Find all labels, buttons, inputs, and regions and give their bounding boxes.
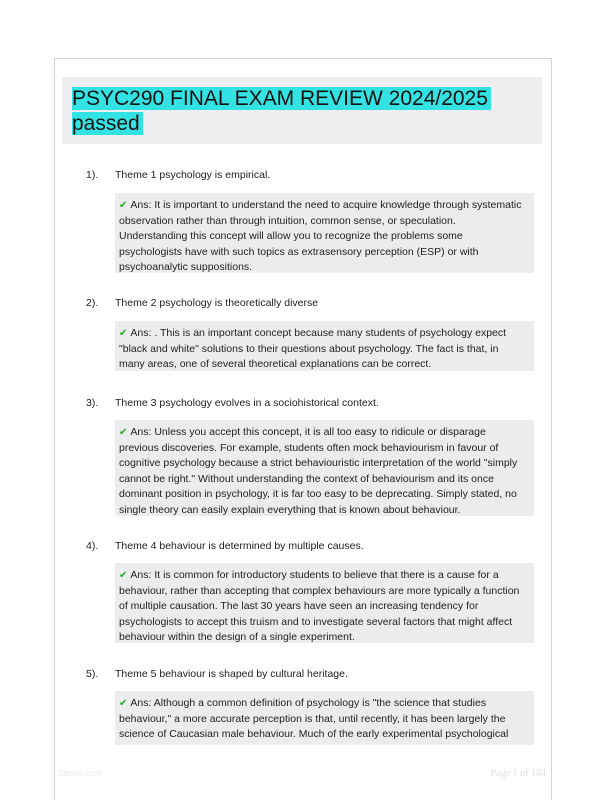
question-text: Theme 3 psychology evolves in a sociohistorical context. bbox=[115, 397, 379, 409]
question-number: 3). bbox=[86, 397, 99, 409]
question-number: 4). bbox=[86, 540, 99, 552]
checkmark-icon: ✔ bbox=[119, 570, 128, 581]
answer-box-1 bbox=[115, 193, 534, 273]
answer-box-4 bbox=[115, 563, 534, 643]
answer-text: Ans: It is important to understand the need to acquire knowledge through systematic observation rather than through intuition, common sense, or speculation. Understanding this concept will allow you to recognize the problems some psychologists have with such topics as extrasensory perception (ESP) or with psychoanalytic suppositions. bbox=[119, 199, 522, 273]
question-text: Theme 1 psychology is empirical. bbox=[115, 169, 271, 181]
answer-text: Ans: . This is an important concept because many students of psychology expect "black and white" solutions to their questions about psychology. The fact is that, in many areas, one of several theoretical explanations can be correct. bbox=[119, 327, 507, 370]
answer-text: Ans: It is common for introductory students to believe that there is a cause for a behaviour, rather than accepting that complex behaviours are more typically a function of multiple causation. The last 30 years have seen an increasing tendency for psychologists to accept this truism and to investigate several factors that might affect behaviour within the design of a single experiment. bbox=[119, 569, 520, 643]
answer-text: Ans: Unless you accept this concept, it is all too easy to ridicule or disparage previous discoveries. For example, students often mock behaviourism in favour of cognitive psychology because a strict behaviouristic interpretation of the world "simply cannot be right." Without understanding the context of behaviourism and its once dominant position in psychology, it is far too easy to be deprecating. Simply stated, no single theory can easily explain everything that is known about behaviour. bbox=[119, 426, 518, 516]
question-text: Theme 2 psychology is theoretically diverse bbox=[115, 297, 319, 309]
title-line-2: passed bbox=[72, 112, 143, 135]
checkmark-icon: ✔ bbox=[119, 200, 128, 211]
checkmark-icon: ✔ bbox=[119, 328, 128, 339]
answer-box-3 bbox=[115, 420, 534, 516]
title-line-1: PSYC290 FINAL EXAM REVIEW 2024/2025 bbox=[72, 87, 491, 110]
checkmark-icon: ✔ bbox=[119, 427, 128, 438]
footer-watermark: Stuvia.com bbox=[58, 768, 103, 778]
answer-box-5 bbox=[115, 691, 534, 745]
question-number: 2). bbox=[86, 297, 99, 309]
answer-box-2 bbox=[115, 321, 534, 371]
question-text: Theme 5 behaviour is shaped by cultural heritage. bbox=[115, 668, 348, 680]
document-title bbox=[72, 86, 492, 136]
question-number: 5). bbox=[86, 668, 99, 680]
checkmark-icon: ✔ bbox=[119, 698, 128, 709]
answer-text: Ans: Although a common definition of psychology is "the science that studies behaviour," a more accurate perception is that, until recently, it has been largely the science of Caucasian male behaviour. Much of the early experimental psychological bbox=[119, 697, 509, 740]
question-text: Theme 4 behaviour is determined by multiple causes. bbox=[115, 540, 364, 552]
question-number: 1). bbox=[86, 169, 99, 181]
page-number: Page 1 of 184 bbox=[490, 768, 546, 779]
